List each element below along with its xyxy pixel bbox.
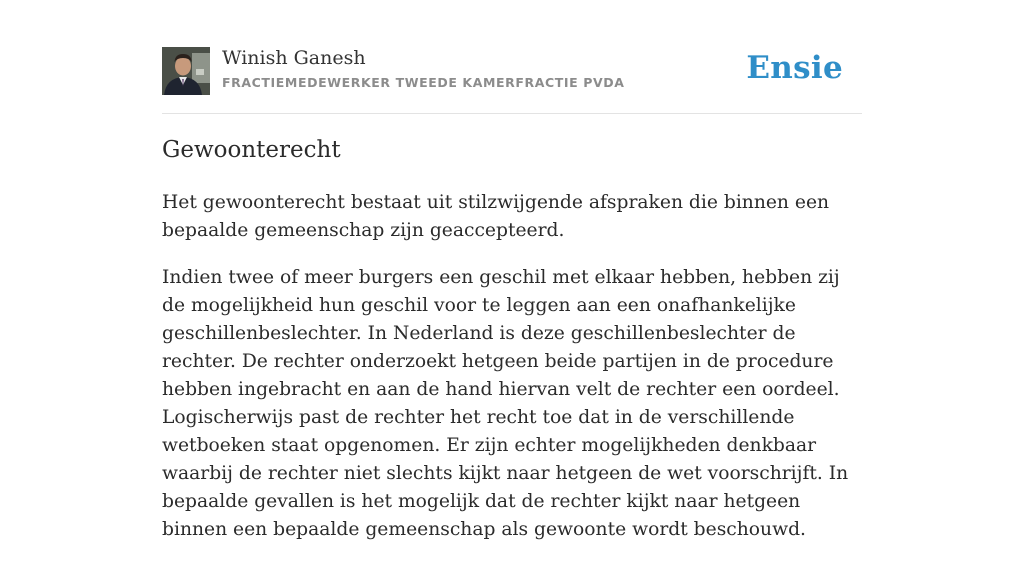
author-name[interactable]: Winish Ganesh [222, 47, 366, 69]
ensie-logo[interactable]: Ensie [746, 50, 843, 86]
article-paragraph: Het gewoonterecht bestaat uit stilzwijgende afspraken die binnen een bepaalde gemeenschap zijn geaccepteerd. [162, 192, 830, 241]
author-photo-icon [162, 47, 210, 95]
avatar[interactable] [162, 47, 210, 95]
article-paragraph: Indien twee of meer burgers een geschil met elkaar hebben, hebben zij de mogelijkheid hun geschil voor te leggen aan een onafhankelijke geschillenbeslechter. In Nederland is deze geschillenbeslechter de rechter. De rechter onderzoekt hetgeen beide partijen in de procedure hebben ingebracht en aan de hand hiervan velt de rechter een oordeel. Logischerwijs past de rechter het recht toe dat in de verschillende wetboeken staat opgenomen. Er zijn echter mogelijkheden denkbaar waarbij de rechter niet slechts kijkt naar hetgeen de wet voorschrijft. In bepaalde gevallen is het mogelijk dat de rechter kijkt naar hetgeen binnen een bepaalde gemeenschap als gewoonte wordt beschouwd. [162, 267, 849, 540]
page-title: Gewoonterecht [162, 137, 341, 163]
author-role: FRACTIEMEDEWERKER TWEEDE KAMERFRACTIE PVDA [222, 75, 625, 90]
author-header [162, 0, 862, 114]
page-container [162, 0, 862, 540]
article-body [162, 189, 862, 563]
